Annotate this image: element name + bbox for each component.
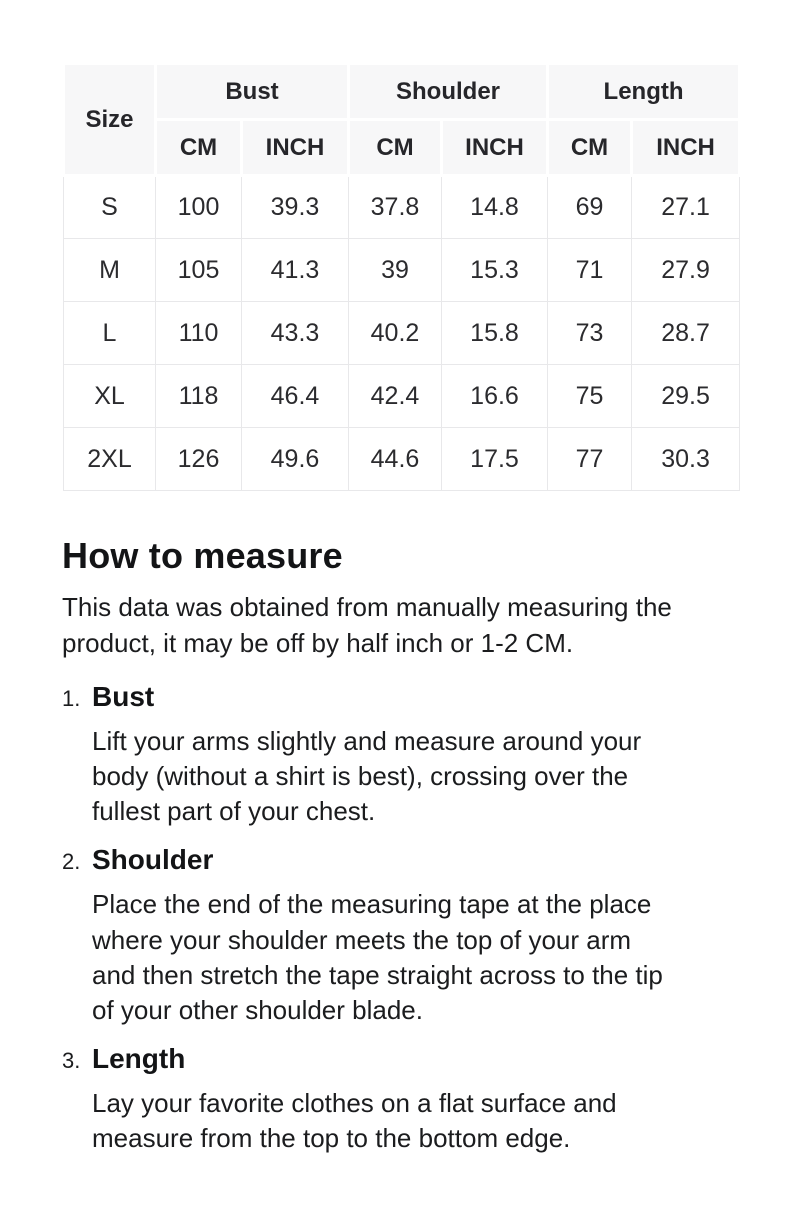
step-number: 3. <box>62 1047 81 1073</box>
bust-cm-cell: 110 <box>156 302 242 365</box>
unit-header-shoulder-cm: CM <box>349 120 442 176</box>
unit-header-bust-inch: INCH <box>242 120 349 176</box>
unit-header-length-cm: CM <box>548 120 632 176</box>
size-chart-table <box>62 62 741 491</box>
bust-cm-cell: 118 <box>156 365 242 428</box>
table-row-l <box>64 302 740 365</box>
table-header-row-groups <box>64 64 740 120</box>
shoulder-inch-cell: 17.5 <box>442 428 548 491</box>
step-description: Place the end of the measuring tape at the place where your shoulder meets the top of your arm and then stretch the tape straight across to the tip of your other shoulder blade. <box>92 889 663 1025</box>
shoulder-inch-cell: 14.8 <box>442 176 548 239</box>
col-header-shoulder: Shoulder <box>349 64 548 120</box>
step-heading <box>62 843 738 879</box>
shoulder-cm-cell: 37.8 <box>349 176 442 239</box>
table-row-xl <box>64 365 740 428</box>
col-header-bust: Bust <box>156 64 349 120</box>
col-header-length: Length <box>548 64 740 120</box>
step-description: Lay your favorite clothes on a flat surface and measure from the top to the bottom edge. <box>92 1087 617 1153</box>
bust-inch-cell: 43.3 <box>242 302 349 365</box>
how-to-measure-intro: This data was obtained from manually measuring the product, it may be off by half inch or 1-2 CM. <box>62 592 672 659</box>
step-description: Lift your arms slightly and measure around your body (without a shirt is best), crossing over the fullest part of your chest. <box>92 726 642 827</box>
table-row-s <box>64 176 740 239</box>
unit-header-bust-cm: CM <box>156 120 242 176</box>
size-cell: L <box>64 302 156 365</box>
length-inch-cell: 28.7 <box>632 302 740 365</box>
unit-header-shoulder-inch: INCH <box>442 120 548 176</box>
size-cell: M <box>64 239 156 302</box>
measure-steps-list <box>62 680 738 1156</box>
shoulder-cm-cell: 40.2 <box>349 302 442 365</box>
step-heading <box>62 1042 738 1078</box>
length-inch-cell: 27.1 <box>632 176 740 239</box>
bust-inch-cell: 41.3 <box>242 239 349 302</box>
step-term: Shoulder <box>92 844 214 876</box>
shoulder-cm-cell: 42.4 <box>349 365 442 428</box>
bust-cm-cell: 126 <box>156 428 242 491</box>
step-heading <box>62 680 738 716</box>
bust-inch-cell: 49.6 <box>242 428 349 491</box>
unit-header-length-inch: INCH <box>632 120 740 176</box>
bust-inch-cell: 46.4 <box>242 365 349 428</box>
bust-cm-cell: 100 <box>156 176 242 239</box>
how-to-measure-title: How to measure <box>62 535 343 576</box>
bust-inch-cell: 39.3 <box>242 176 349 239</box>
table-row-m <box>64 239 740 302</box>
length-cm-cell: 71 <box>548 239 632 302</box>
size-cell: 2XL <box>64 428 156 491</box>
length-cm-cell: 73 <box>548 302 632 365</box>
how-to-measure-section <box>62 535 738 1156</box>
length-inch-cell: 30.3 <box>632 428 740 491</box>
step-number: 2. <box>62 849 81 875</box>
table-header-row-units <box>64 120 740 176</box>
measure-step-shoulder <box>62 843 738 1027</box>
measure-step-length <box>62 1042 738 1156</box>
table-row-2xl <box>64 428 740 491</box>
shoulder-cm-cell: 39 <box>349 239 442 302</box>
length-inch-cell: 29.5 <box>632 365 740 428</box>
bust-cm-cell: 105 <box>156 239 242 302</box>
size-cell: XL <box>64 365 156 428</box>
shoulder-cm-cell: 44.6 <box>349 428 442 491</box>
length-cm-cell: 77 <box>548 428 632 491</box>
length-inch-cell: 27.9 <box>632 239 740 302</box>
shoulder-inch-cell: 15.3 <box>442 239 548 302</box>
length-cm-cell: 69 <box>548 176 632 239</box>
size-cell: S <box>64 176 156 239</box>
shoulder-inch-cell: 15.8 <box>442 302 548 365</box>
measure-step-bust <box>62 680 738 829</box>
col-header-size: Size <box>64 64 156 176</box>
step-term: Length <box>92 1042 186 1074</box>
shoulder-inch-cell: 16.6 <box>442 365 548 428</box>
step-term: Bust <box>92 681 155 713</box>
step-number: 1. <box>62 686 81 712</box>
length-cm-cell: 75 <box>548 365 632 428</box>
